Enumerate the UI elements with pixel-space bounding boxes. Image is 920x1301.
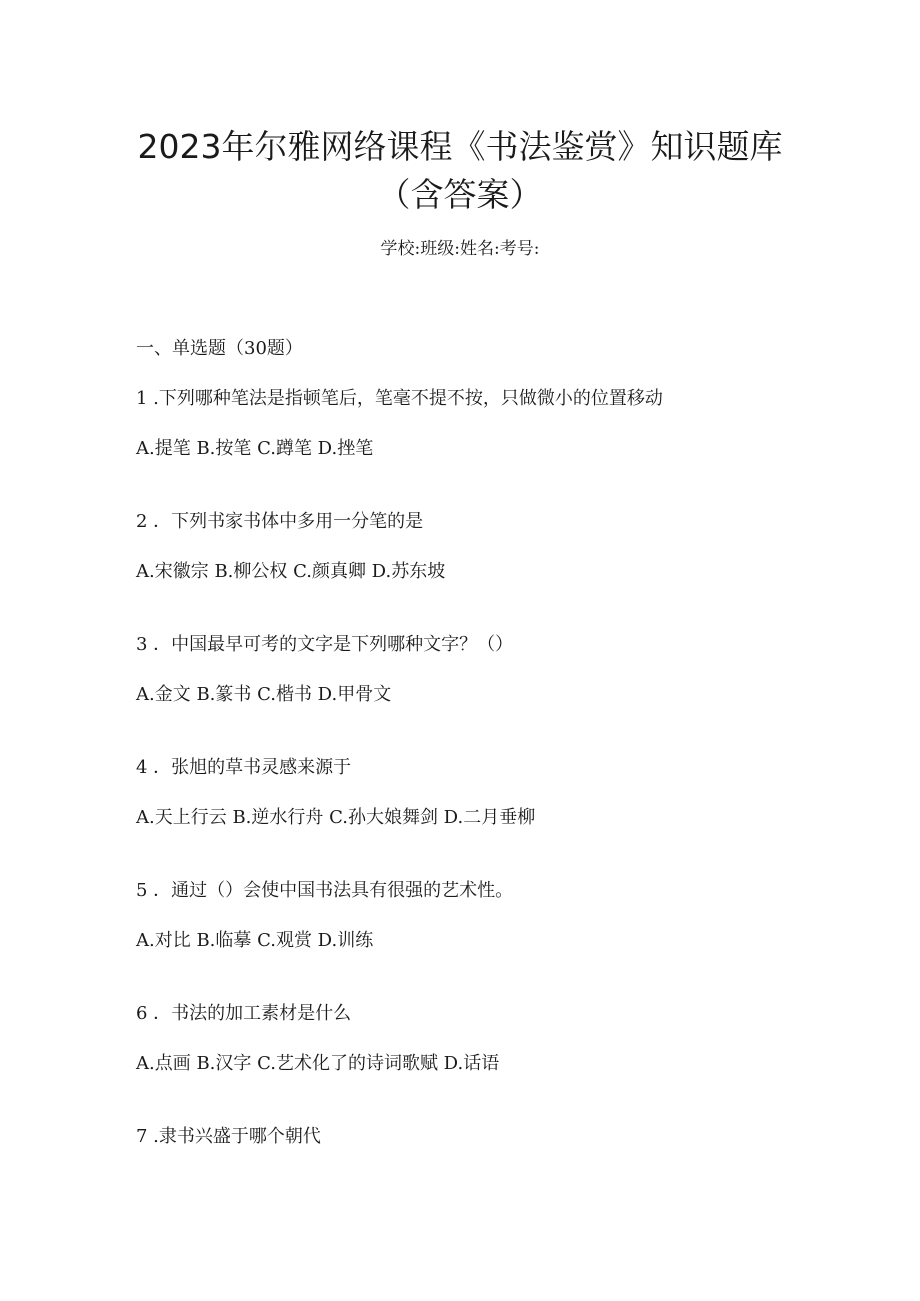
question-1-options: A.提笔 B.按笔 C.蹲笔 D.挫笔: [136, 438, 374, 459]
question-1: 1 .下列哪种笔法是指顿笔后，笔毫不提不按，只做微小的位置移动: [136, 388, 663, 409]
document-subtitle: （含答案）: [377, 175, 543, 214]
question-5-options: A.对比 B.临摹 C.观赏 D.训练: [136, 930, 374, 951]
question-4: 4 ．张旭的草书灵感来源于: [136, 757, 352, 778]
question-5: 5 ．通过（）会使中国书法具有很强的艺术性。: [136, 880, 514, 901]
question-3-options: A.金文 B.篆书 C.楷书 D.甲骨文: [136, 684, 392, 705]
question-7: 7 .隶书兴盛于哪个朝代: [136, 1126, 321, 1147]
question-6-options: A.点画 B.汉字 C.艺术化了的诗词歌赋 D.话语: [136, 1053, 500, 1074]
document-title: 2023年尔雅网络课程《书法鉴赏》知识题库: [137, 127, 783, 166]
question-2: 2 ．下列书家书体中多用一分笔的是: [136, 511, 424, 532]
question-6: 6 ．书法的加工素材是什么: [136, 1003, 352, 1024]
question-2-options: A.宋徽宗 B.柳公权 C.颜真卿 D.苏东坡: [136, 561, 446, 582]
section-heading: 一、单选题（30题）: [136, 338, 303, 359]
question-4-options: A.天上行云 B.逆水行舟 C.孙大娘舞剑 D.二月垂柳: [136, 807, 536, 828]
question-3: 3 ．中国最早可考的文字是下列哪种文字？（）: [136, 634, 514, 655]
student-info-line: 学校:班级:姓名:考号:: [380, 239, 540, 259]
